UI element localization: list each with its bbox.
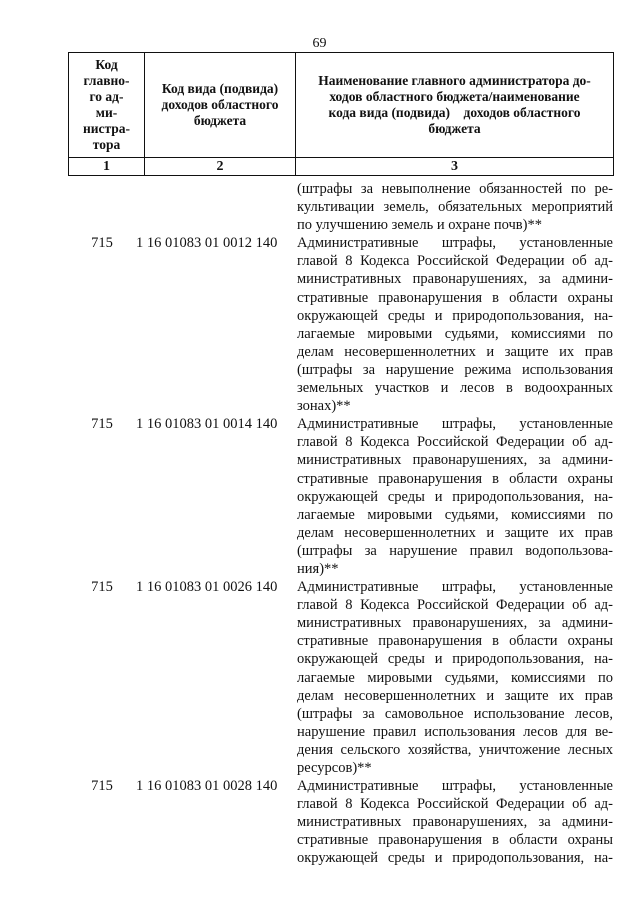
description-line: дения сельского хозяйства, уничтожение лесных (297, 741, 613, 758)
description-line: окружающей среды и природопользования, на- (297, 307, 613, 324)
column-number-2: 2 (145, 158, 296, 176)
header-line: го ад- (89, 89, 124, 104)
header-line: доходов областного (161, 97, 279, 112)
description-line: Административные штрафы, установленные (297, 235, 613, 252)
table-body (68, 180, 613, 868)
description-line: зонах)** (297, 398, 351, 415)
description-line: главой 8 Кодекса Российской Федерации об ад- (297, 796, 613, 813)
description-line: лагаемые мировыми судьями, комиссиями по (297, 669, 613, 686)
description-line: министративных правонарушениях, за админи- (297, 452, 613, 469)
description-line: министративных правонарушениях, за админи- (297, 814, 613, 831)
description-line: окружающей среды и природопользования, на- (297, 488, 613, 505)
table-row (68, 578, 613, 777)
description-line: стративные правонарушения в области охраны (297, 470, 613, 487)
admin-code-cell (68, 180, 136, 234)
description-line: стративные правонарушения в области охраны (297, 289, 613, 306)
description-line: лагаемые мировыми судьями, комиссиями по (297, 506, 613, 523)
column-number-3: 3 (296, 158, 614, 176)
description-line: делам несовершеннолетних и защите их прав (297, 687, 613, 704)
description-line: главой 8 Кодекса Российской Федерации об ад- (297, 434, 613, 451)
description-line: окружающей среды и природопользования, на- (297, 651, 613, 668)
header-line: ходов областного бюджета/наименование (329, 89, 580, 104)
description-line: ресурсов)** (297, 760, 372, 776)
header-line: бюджета (428, 121, 481, 136)
description-cell (297, 415, 613, 578)
header-line: главно- (83, 73, 130, 88)
description-line: культивации земель, обязательных мероприятий (297, 199, 613, 216)
description-line: земельных участков и лесов в водоохранных (297, 380, 613, 397)
header-name (296, 53, 614, 158)
description-line: (штрафы за самовольное использование лесов, (297, 705, 613, 722)
description-cell (297, 578, 613, 777)
header-line: нистра- (82, 121, 131, 136)
header-line: ми- (95, 105, 118, 120)
column-number-1: 1 (69, 158, 145, 176)
description-line: нарушение правил использования лесов для ве- (297, 723, 613, 740)
header-income-code (145, 53, 296, 158)
header-line: Код (95, 57, 118, 72)
income-code-cell: 1 16 01083 01 0026 140 (136, 579, 278, 596)
description-line: (штрафы за невыполнение обязанностей по ре- (297, 181, 613, 197)
description-line: главой 8 Кодекса Российской Федерации об ад- (297, 597, 613, 614)
income-code-cell: 1 16 01083 01 0014 140 (136, 416, 278, 433)
admin-code-cell: 715 (91, 579, 113, 596)
description-line: главой 8 Кодекса Российской Федерации об ад- (297, 253, 613, 270)
income-code-cell: 1 16 01083 01 0012 140 (136, 235, 278, 252)
table-header (68, 52, 614, 176)
description-line: лагаемые мировыми судьями, комиссиями по (297, 325, 613, 342)
header-line: бюджета (193, 113, 247, 128)
description-cell (297, 234, 613, 415)
description-line: министративных правонарушениях, за админи- (297, 271, 613, 288)
table-row (68, 234, 613, 415)
income-code-cell (136, 180, 297, 234)
header-admin-code (69, 53, 145, 158)
description-line: Административные штрафы, установленные (297, 579, 613, 596)
table-row (68, 415, 613, 578)
page-number: 69 (312, 36, 327, 51)
description-line: ния)** (297, 560, 339, 577)
description-line: стративные правонарушения в области охраны (297, 633, 613, 650)
description-cell (297, 180, 613, 234)
admin-code-cell: 715 (91, 235, 113, 252)
header-line: тора (92, 137, 121, 152)
description-line: стративные правонарушения в области охраны (297, 832, 613, 849)
description-line: Административные штрафы, установленные (297, 416, 613, 433)
description-line: (штрафы за нарушение режима использования (297, 361, 613, 378)
table-row (68, 777, 613, 867)
admin-code-cell: 715 (91, 778, 113, 795)
table-row-continuation (68, 180, 613, 234)
description-line: окружающей среды и природопользования, на- (297, 850, 613, 867)
description-cell (297, 777, 613, 867)
header-line: Код вида (подвида) (161, 81, 279, 96)
description-line: министративных правонарушениях, за админи- (297, 615, 613, 632)
description-line: (штрафы за нарушение правил водопользова- (297, 542, 613, 559)
header-line: кода вида (подвида) доходов областного (328, 105, 581, 120)
description-line: делам несовершеннолетних и защите их прав (297, 524, 613, 541)
description-line: по улучшению земель и охране почв)** (297, 217, 542, 234)
income-code-cell: 1 16 01083 01 0028 140 (136, 778, 278, 795)
description-line: делам несовершеннолетних и защите их прав (297, 343, 613, 360)
description-line: Административные штрафы, установленные (297, 778, 613, 795)
header-line: Наименование главного администратора до- (318, 73, 591, 88)
admin-code-cell: 715 (91, 416, 113, 433)
